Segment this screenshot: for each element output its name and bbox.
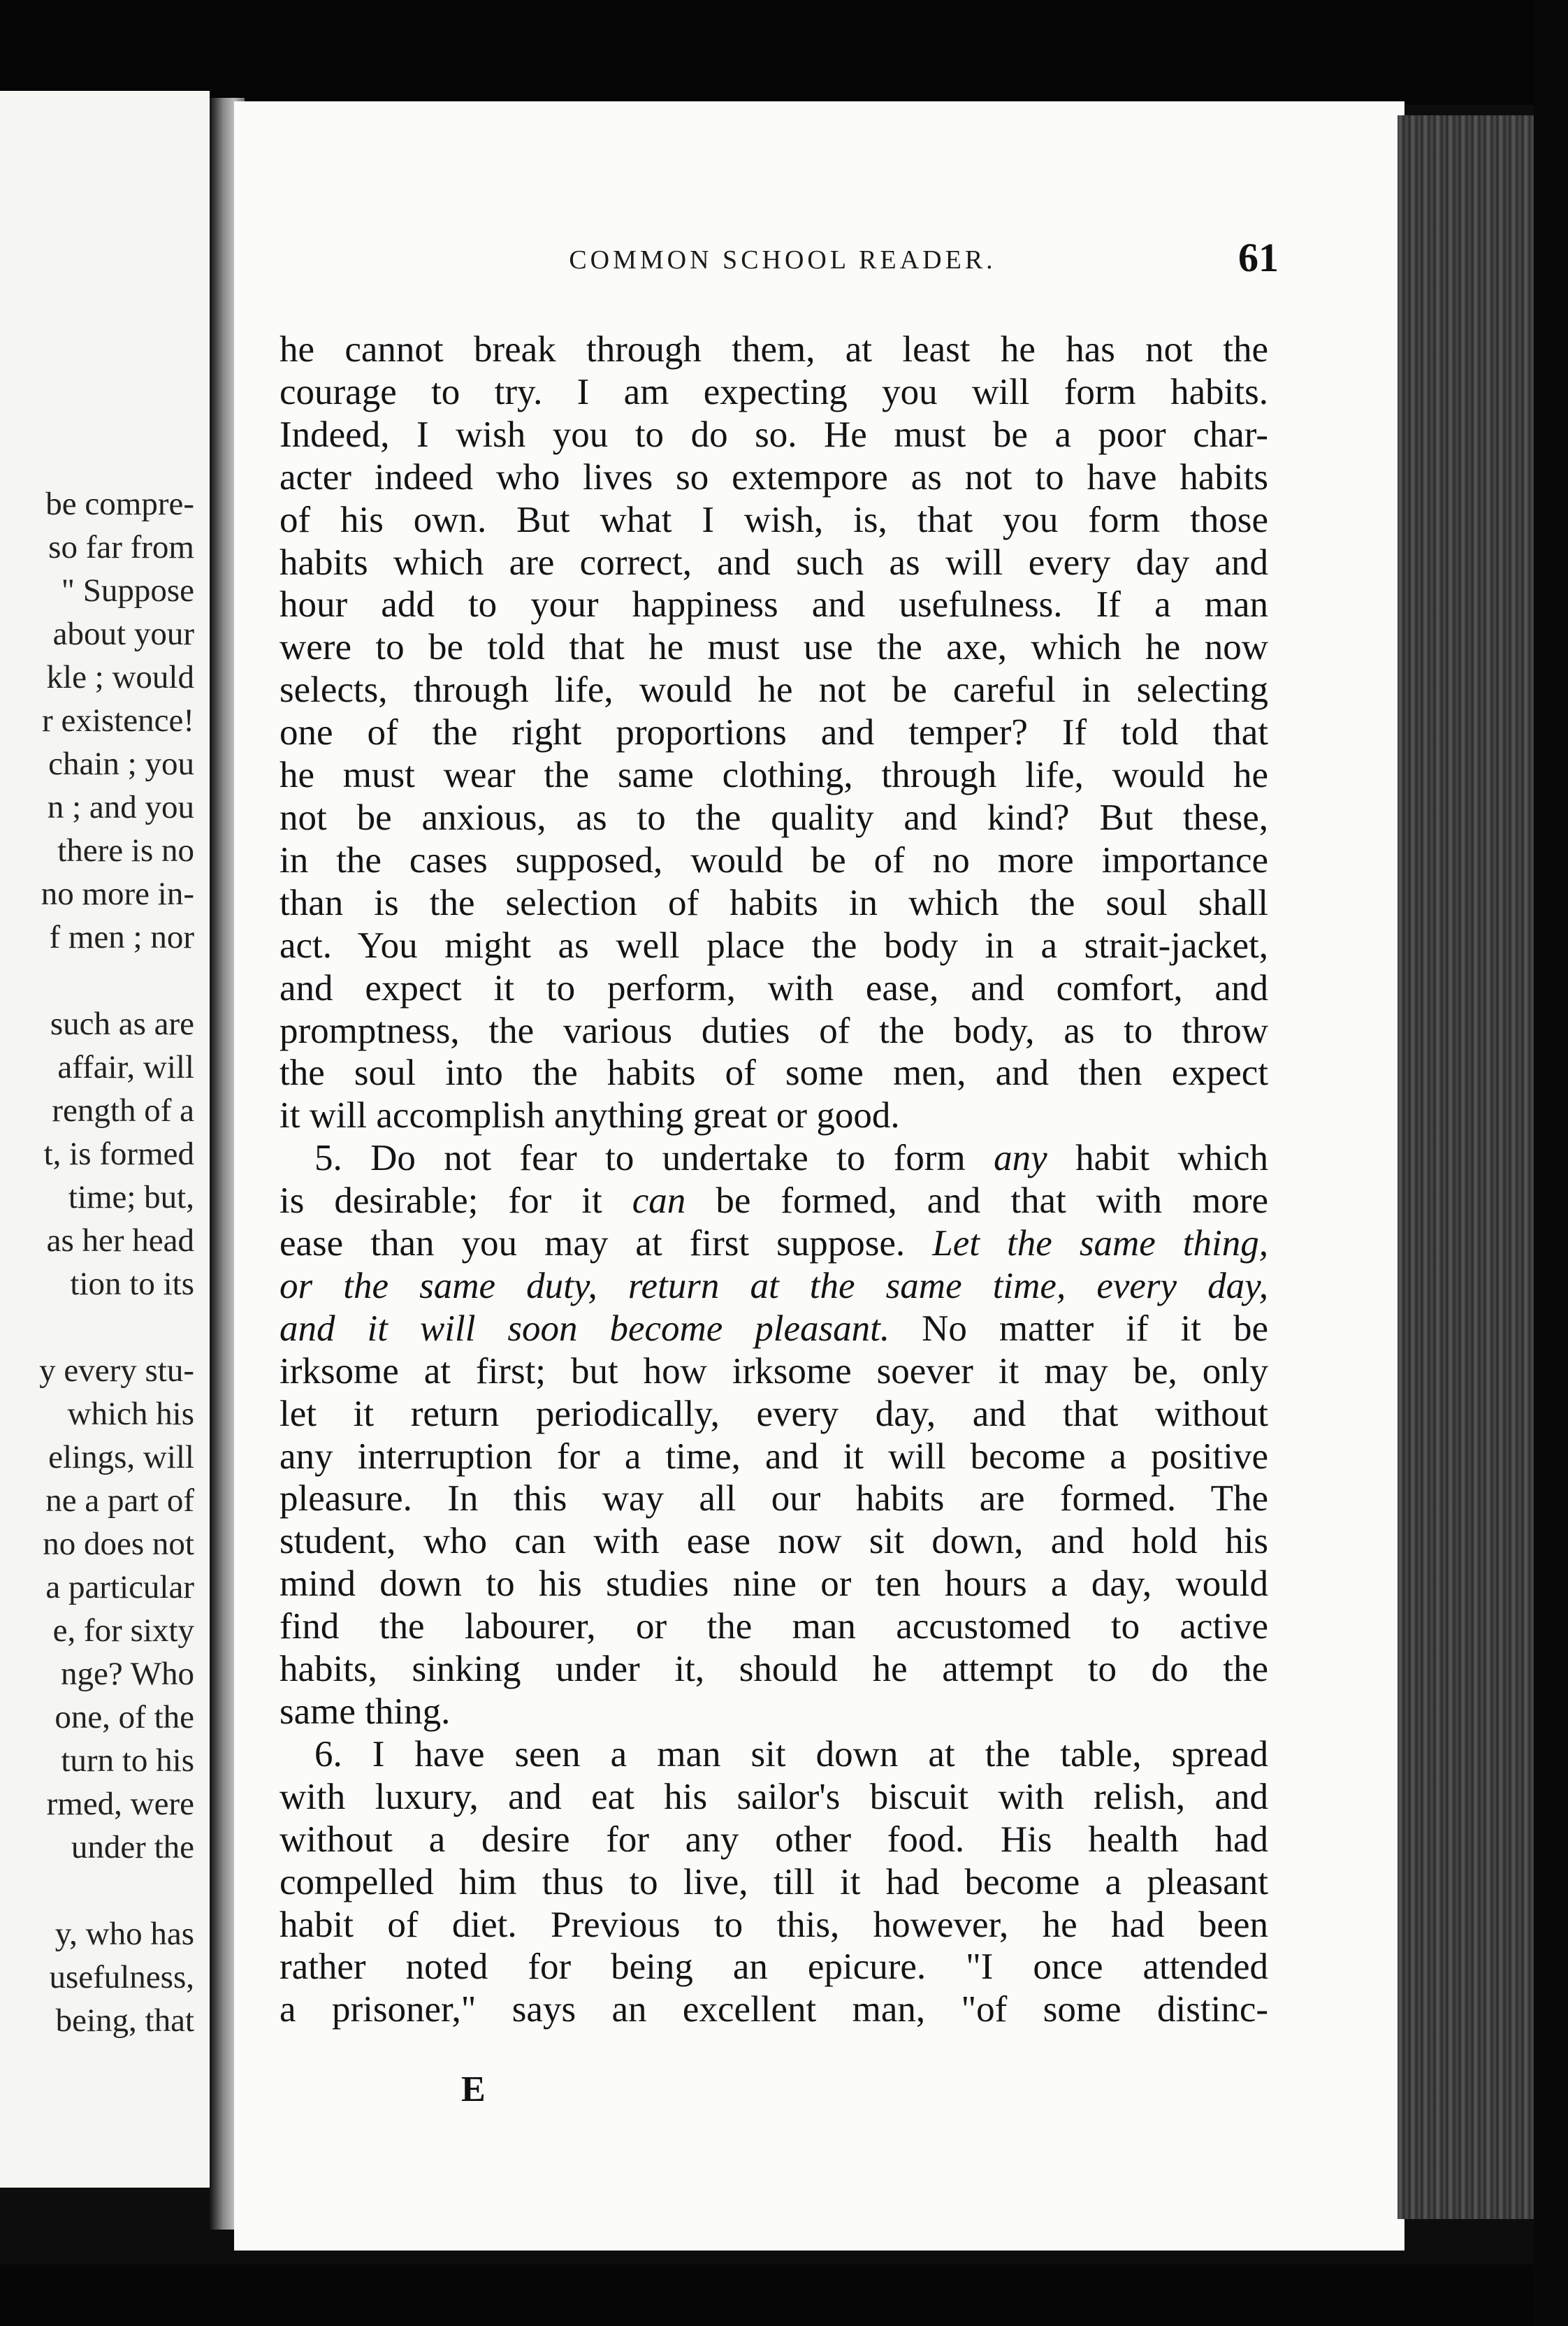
left-page-line: such as are [50, 1006, 194, 1042]
left-page-line: no more in- [41, 876, 194, 912]
left-page-line: be compre- [45, 486, 194, 522]
text-line: without a desire for any other food. His health had [280, 1819, 1268, 1860]
left-page-line: t, is formed [43, 1136, 194, 1172]
left-page-line: f men ; nor [49, 919, 194, 955]
text-line: pleasure. In this way all our habits are formed. The [280, 1478, 1268, 1519]
running-head: COMMON SCHOOL READER. [569, 245, 996, 275]
paragraph-5 [280, 1137, 1268, 1733]
background-top [0, 0, 1568, 105]
text-line: one of the right proportions and temper? If told that [280, 712, 1268, 753]
paragraph-continued [280, 328, 1268, 1137]
left-page-line: so far from [48, 529, 194, 565]
left-page-line: affair, will [57, 1049, 194, 1085]
text-line: and expect it to perform, with ease, and comfort, and [280, 967, 1268, 1009]
text-line: ease than you may at first suppose. Let the same thing, [280, 1223, 1268, 1264]
text-line: rather noted for being an epicure. "I once attended [280, 1946, 1268, 1988]
left-page-line: " Suppose [61, 572, 194, 609]
text-line: irksome at first; but how irksome soever it may be, only [280, 1350, 1268, 1392]
text-line: mind down to his studies nine or ten hours a day, would [280, 1563, 1268, 1605]
text-line: compelled him thus to live, till it had become a pleasant [280, 1861, 1268, 1902]
text-line: in the cases supposed, would be of no more importance [280, 839, 1268, 881]
left-page-line: nge? Who [61, 1656, 194, 1692]
paragraph-6 [280, 1733, 1268, 2031]
left-page-line: n ; and you [47, 789, 194, 825]
left-page-line: e, for sixty [52, 1612, 194, 1649]
left-page-line: being, that [55, 2002, 194, 2039]
text-line: habits which are correct, and such as will every day and [280, 542, 1268, 583]
left-page-line: under the [71, 1829, 194, 1865]
text-line: courage to try. I am expecting you will form habits. [280, 371, 1268, 412]
text-line: any interruption for a time, and it will become a positive [280, 1436, 1268, 1477]
left-page-line: chain ; you [48, 746, 194, 782]
text-line: promptness, the various duties of the body, as to throw [280, 1010, 1268, 1051]
left-page-line: which his [67, 1396, 194, 1432]
text-line: habits, sinking under it, should he attempt to do the [280, 1649, 1268, 1690]
left-page-line: r existence! [42, 702, 194, 739]
left-page-line: ne a part of [45, 1482, 194, 1519]
left-page-line: no does not [43, 1526, 194, 1562]
text-line: find the labourer, or the man accustomed to active [280, 1606, 1268, 1647]
text-line: it will accomplish anything great or good. [280, 1095, 900, 1136]
text-line: a prisoner," says an excellent man, "of some distinc- [280, 1989, 1268, 2030]
left-page-line: turn to his [61, 1742, 194, 1779]
left-page-line: time; but, [68, 1179, 194, 1215]
text-line: not be anxious, as to the quality and kind? But these, [280, 797, 1268, 838]
text-line: same thing. [280, 1691, 451, 1732]
left-page-line: elings, will [48, 1439, 194, 1475]
left-page-line: about your [52, 616, 194, 652]
left-page-line: a particular [45, 1569, 194, 1605]
text-line: 6. I have seen a man sit down at the table, spread [314, 1733, 1268, 1775]
left-page-line: y, who has [55, 1916, 194, 1952]
text-line: acter indeed who lives so extempore as not to have habits [280, 456, 1268, 498]
text-line: habit of diet. Previous to this, however, he had been [280, 1904, 1268, 1945]
text-line: were to be told that he must use the axe, which he now [280, 627, 1268, 668]
text-line: act. You might as well place the body in a strait-jacket, [280, 925, 1268, 966]
signature-mark: E [461, 2069, 486, 2109]
left-page-line: rength of a [52, 1092, 194, 1129]
text-line: let it return periodically, every day, and that without [280, 1393, 1268, 1434]
background-right [1534, 0, 1568, 2326]
page-fore-edge [1398, 115, 1537, 2219]
left-page-line: as her head [46, 1222, 194, 1259]
text-line: the soul into the habits of some men, and then expect [280, 1053, 1268, 1094]
left-page-line: rmed, were [46, 1786, 194, 1822]
text-line: with luxury, and eat his sailor's biscuit with relish, and [280, 1776, 1268, 1817]
text-line: he must wear the same clothing, through life, would he [280, 755, 1268, 796]
text-line: he cannot break through them, at least he has not the [280, 329, 1268, 370]
page-number: 61 [1238, 235, 1279, 280]
text-line: selects, through life, would he not be careful in selecting [280, 670, 1268, 711]
text-line: and it will soon become pleasant. No matter if it be [280, 1308, 1268, 1349]
text-line: Indeed, I wish you to do so. He must be a poor char- [280, 414, 1268, 455]
text-line: student, who can with ease now sit down, and hold his [280, 1521, 1268, 1562]
text-line: 5. Do not fear to undertake to form any habit which [314, 1138, 1268, 1179]
left-page-line: there is no [57, 832, 194, 869]
left-facing-page [0, 91, 210, 2188]
background-bottom [0, 2264, 1568, 2326]
text-line: hour add to your happiness and usefulness. If a man [280, 584, 1268, 626]
left-page-line: usefulness, [49, 1959, 194, 1995]
text-line: or the same duty, return at the same time, every day, [280, 1265, 1268, 1306]
text-line: of his own. But what I wish, is, that you form those [280, 499, 1268, 540]
text-line: is desirable; for it can be formed, and that with more [280, 1180, 1268, 1222]
left-page-line: tion to its [70, 1266, 194, 1302]
left-page-line: kle ; would [46, 659, 194, 695]
left-page-line: y every stu- [39, 1352, 194, 1389]
text-line: than is the selection of habits in which the soul shall [280, 882, 1268, 923]
page-text [280, 328, 1268, 2031]
left-page-line: one, of the [55, 1699, 194, 1735]
